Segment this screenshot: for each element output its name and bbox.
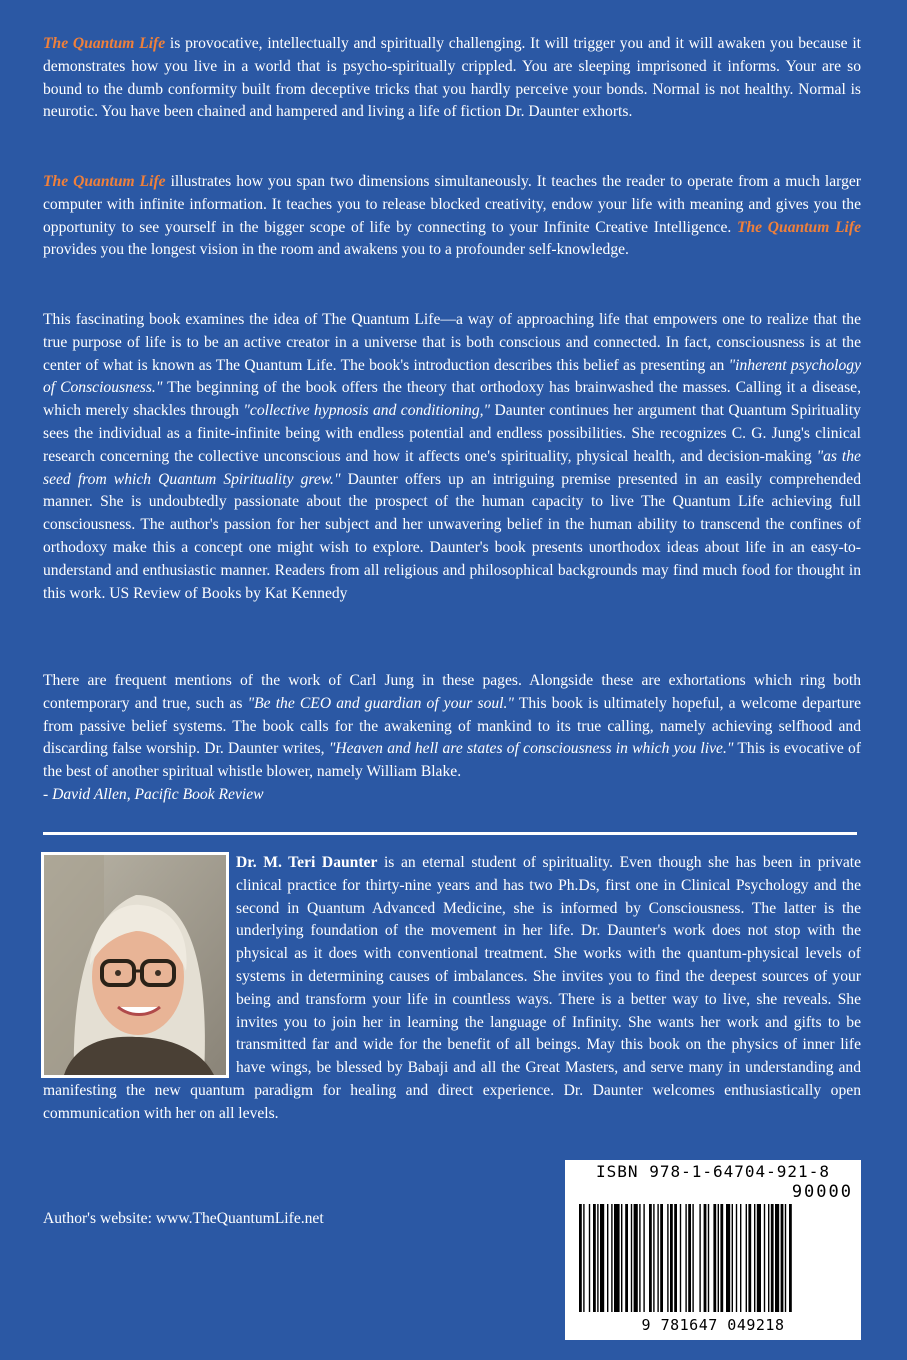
barcode-bar: [600, 1204, 604, 1312]
barcode-bar: [667, 1204, 668, 1312]
barcode-bar: [614, 1204, 620, 1312]
barcode-bar: [685, 1204, 686, 1312]
quote: "Heaven and hell are states of consciousness in which you live.": [328, 740, 734, 758]
review-paragraph-1: The Quantum Life is provocative, intellectually and spiritually challenging. It will trigger you and it will awaken you because it demonstrates how you live in a world that is psycho-spiritually crippled. You are sleeping imprisoned it informs. Your are so bound to the dumb conformity built from deceptive tricks that you hardly perceive your bonds. Normal is not healthy. Normal is neurotic. You have been chained and hampered and living a life of fiction Dr. Daunter exhorts.: [43, 35, 861, 121]
barcode-bar: [631, 1204, 632, 1312]
barcode-bar: [771, 1204, 774, 1312]
barcode-bar: [607, 1204, 608, 1312]
barcode-bar: [748, 1204, 751, 1312]
barcode-bar: [785, 1204, 786, 1312]
author-photo: [41, 852, 229, 1078]
barcode-bar: [649, 1204, 652, 1312]
barcode-bar: [726, 1204, 730, 1312]
barcode-bar: [611, 1204, 612, 1312]
barcode-bar: [625, 1204, 628, 1312]
quote: "inherent psychology of Consciousness.": [43, 356, 862, 397]
barcode-bar: [768, 1204, 769, 1312]
barcode-bar: [653, 1204, 654, 1312]
barcode-bar: [674, 1204, 677, 1312]
barcode-bar: [579, 1204, 582, 1312]
isbn-label: ISBN 978-1-64704-921-8: [596, 1162, 830, 1181]
barcode-bar: [589, 1204, 590, 1312]
review-attribution: - David Allen, Pacific Book Review: [43, 785, 264, 803]
author-website: Author's website: www.TheQuantumLife.net: [43, 1210, 324, 1227]
barcode-bar: [754, 1204, 755, 1312]
barcode-bar: [736, 1204, 737, 1312]
barcode-bar: [757, 1204, 761, 1312]
author-bio: Dr. M. Teri Daunter is an eternal student of spirituality. Even though she has been in private clinical practice for thirty-nine years and has two Ph.Ds, first one in Clinical Psychology and the second in Quantum Advanced Medicine, she is informed by Consciousness. The latter is the underlying foundation of the movement in her life. Dr. Daunter's work does not stop with the physical as it does with conventional treatment. She works with the quantum-physical levels of systems in determining causes of imbalances. She invites you to find the deepest sources of your being and transform your life in countless ways. There is a better way to live, she reveals. She invites you to join her in learning the language of Infinity. She wants her work and gifts to be transmitted far and wide for the benefit of all beings. May this book on the physics of inner life have wings, be blessed by Babaji and all the Great Masters, and serve many in understanding and manifesting the new quantum paradigm for healing and direct experience. Dr. Daunter welcomes enthusiastically open communication with her on all levels.: [43, 854, 861, 1122]
barcode-bar: [621, 1204, 622, 1312]
review-paragraph-4: There are frequent mentions of the work of Carl Jung in these pages. Alongside these are exhortations which ring both contemporary and true, such as "Be the CEO and guardian of your soul." This book is ultimately hopeful, a welcome departure from passive belief systems. The book calls for the awakening of mankind to its true calling, namely achieving selfhood and discarding false worship. Dr. Daunter writes, "Heaven and hell are states of consciousness in which you live." This is evocative of the best of another spiritual whistle blower, namely William Blake. - David Allen, Pacific Book Review: [43, 672, 861, 803]
price-code: 90000: [791, 1182, 853, 1202]
barcode-bar: [781, 1204, 784, 1312]
barcode-bar: [775, 1204, 779, 1312]
barcode-bar: [670, 1204, 673, 1312]
barcode-bar: [720, 1204, 723, 1312]
barcode-bar: [643, 1204, 644, 1312]
barcode-bar: [718, 1204, 719, 1312]
barcode-bar: [713, 1204, 716, 1312]
divider-rule: [43, 832, 857, 835]
barcode-bar: [764, 1204, 765, 1312]
barcode-bar: [597, 1204, 598, 1312]
barcode-bar: [789, 1204, 792, 1312]
author-name: Dr. M. Teri Daunter: [236, 854, 378, 871]
review-paragraph-3: This fascinating book examines the idea of The Quantum Life—a way of approaching life that empowers one to realize that the true purpose of life is to be an active creator in a universe that is both conscious and connected. In fact, consciousness is at the center of what is known as The Quantum Life. The book's introduction describes this belief as presenting an "inherent psychology of Consciousness." The beginning of the book offers the theory that orthodoxy has brainwashed the masses. Calling it a disease, which merely shackles through "collective hypnosis and conditioning," Daunter continues her argument that Quantum Spirituality sees the individual as a finite-infinite being with endless potential and endless possibilities. She recognizes C. G. Jung's clinical research concerning the collective unconscious and how it affects one's spirituality, physical health, and decision-making "as the seed from which Quantum Spirituality grew." Daunter offers up an intriguing premise presented in an easily comprehended manner. She is undoubtedly passionate about the prospect of the human capacity to live The Quantum Life achieving full consciousness. The author's passion for her subject and her unwavering belief in the human ability to transcend the confines of orthodoxy make this a concept one might wish to explore. Daunter's book presents unorthodox ideas about life in an easy-to-understand and enthusiastic manner. Readers from all religious and philosophical backgrounds may find much food for thought in this work. US Review of Books by Kat Kennedy: [43, 311, 862, 602]
isbn-barcode: [565, 1160, 861, 1340]
quote: "Be the CEO and guardian of your soul.": [247, 694, 514, 712]
review-paragraph-2: The Quantum Life illustrates how you span two dimensions simultaneously. It teaches the reader to operate from a much larger computer with infinite information. It teaches you to release blocked creativity, endow your life with meaning and gives you the opportunity to see yourself in the bigger scope of life by connecting to your Infinite Creative Intelligence. The Quantum Life provides you the longest vision in the room and awakens you to a profounder self-knowledge.: [43, 173, 861, 259]
barcode-bar: [704, 1204, 707, 1312]
barcode-bar: [732, 1204, 733, 1312]
book-title: The Quantum Life: [43, 35, 166, 52]
book-title: The Quantum Life: [736, 218, 861, 236]
barcode-bar: [740, 1204, 741, 1312]
barcode-bar: [657, 1204, 658, 1312]
barcode-bar: [708, 1204, 709, 1312]
barcode-bar: [634, 1204, 638, 1312]
barcode-bars: [579, 1204, 849, 1316]
barcode-bar: [688, 1204, 691, 1312]
barcode-bar: [583, 1204, 584, 1312]
barcode-bar: [593, 1204, 596, 1312]
barcode-bar: [692, 1204, 693, 1312]
barcode-bar: [746, 1204, 747, 1312]
barcode-bar: [699, 1204, 700, 1312]
quote: "collective hypnosis and conditioning,": [243, 402, 491, 420]
quote: "as the seed from which Quantum Spirituality grew.": [43, 447, 861, 488]
ean-number: 9 781647 049218: [641, 1316, 785, 1334]
barcode-bar: [639, 1204, 640, 1312]
barcode-bar: [680, 1204, 681, 1312]
book-title: The Quantum Life: [43, 173, 166, 190]
barcode-bar: [660, 1204, 663, 1312]
